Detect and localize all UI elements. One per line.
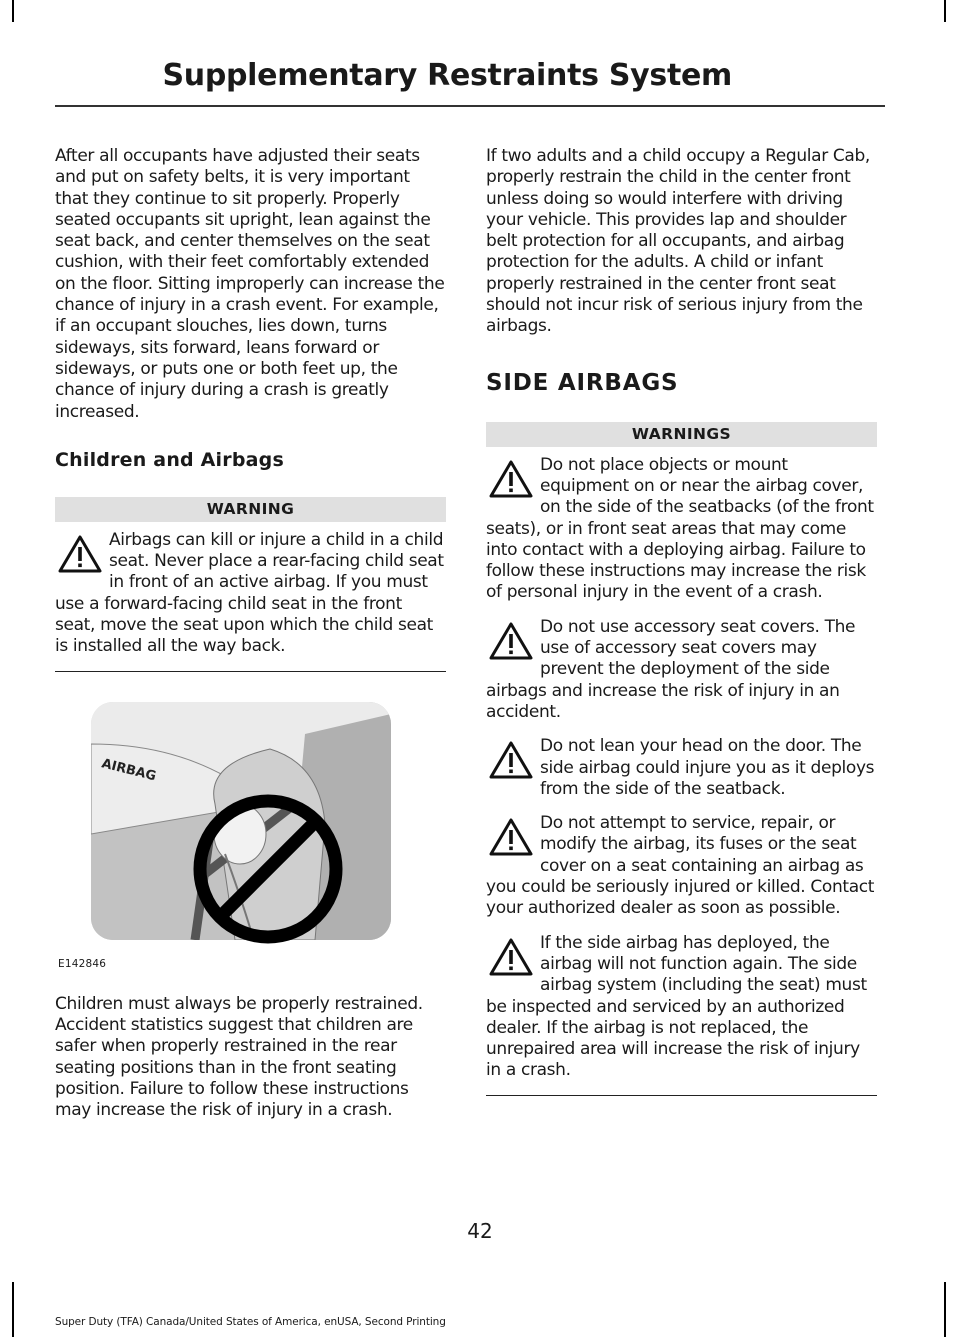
left-column <box>55 146 446 1121</box>
side-airbag-warning-1 <box>486 455 877 604</box>
left-intro-paragraph: After all occupants have adjusted their seats and put on safety belts, it is very important that they continue to sit properly. Properly seated occupants sit upright, lean against the seat back, and center themselves on the seat cushion, with their feet comfortably extended on the floor. Sitting improperly can increase the chance of injury in a crash event. For example, if an occupant slouches, lies down, turns sideways, sits forward, leans forward or sideways, or puts one or both feet up, the chance of injury during a crash is greatly increased. <box>55 146 445 422</box>
crop-mark-bottom-right <box>944 1282 946 1337</box>
side-airbag-warning-3 <box>486 736 877 800</box>
warning-triangle-icon <box>486 619 536 663</box>
figure-id: E142846 <box>58 957 107 970</box>
airbag-illustration <box>55 694 446 974</box>
side-airbags-heading: SIDE AIRBAGS <box>486 369 679 396</box>
side-airbag-warning-3-text: Do not lean your head on the door. The side airbag could injure you as it deploys from the side of the seatback. <box>540 736 875 799</box>
warnings-label-bar: WARNINGS <box>486 422 877 447</box>
warning-triangle-icon <box>486 738 536 782</box>
warning-triangle-icon <box>486 815 536 859</box>
airbag-child-seat-figure <box>55 694 446 974</box>
child-seat-warning-text: Airbags can kill or injure a child in a child seat. Never place a rear-facing child seat in front of an active airbag. If you must use a forward-facing child seat in the front seat, move the seat upon which the child seat is installed all the way back. <box>55 529 444 657</box>
right-intro-paragraph: If two adults and a child occupy a Regular Cab, properly restrain the child in the center front unless doing so would interfere with driving your vehicle. This provides lap and shoulder belt protection for all occupants, and airbag protection for the adults. A child or infant properly restrained in the center front seat should not incur risk of serious injury from the airbags. <box>486 146 870 337</box>
side-airbag-warning-4 <box>486 813 877 919</box>
crop-mark-top-right <box>944 0 946 22</box>
right-column <box>486 146 877 1096</box>
child-seat-warning <box>55 530 446 658</box>
side-airbag-warning-2-text: Do not use accessory seat covers. The use of accessory seat covers may prevent the deployment of the side airbags and increase the risk of injury in an accident. <box>486 616 856 722</box>
airbag-embossed-label: AIRBAG <box>100 755 158 784</box>
warning-triangle-icon <box>486 457 536 501</box>
warning-label-bar: WARNING <box>55 497 446 522</box>
left-outro-paragraph: Children must always be properly restrained. Accident statistics suggest that children are safer when properly restrained in the rear seating positions than in the front seating position. Failure to follow these instructions may increase the risk of injury in a crash. <box>55 993 423 1121</box>
side-airbag-warning-5 <box>486 933 877 1082</box>
warning-triangle-icon <box>55 532 105 576</box>
footer-text: Super Duty (TFA) Canada/United States of America, enUSA, Second Printing <box>55 1316 446 1328</box>
page-title: Supplementary Restraints System <box>162 58 732 93</box>
side-airbag-warning-1-text: Do not place objects or mount equipment on or near the airbag cover, on the side of the seatbacks (of the front seats), or in front seat areas that may come into contact with a deploying airbag. Failure to follow these instructions may increase the risk of personal injury in the event of a crash. <box>486 454 874 603</box>
warnings-end-rule <box>486 1095 877 1096</box>
crop-mark-top-left <box>12 0 14 22</box>
side-airbag-warning-2 <box>486 617 877 723</box>
page-number: 42 <box>467 1219 493 1243</box>
header-divider <box>55 105 885 107</box>
side-airbag-warning-4-text: Do not attempt to service, repair, or modify the airbag, its fuses or the seat cover on a seat containing an airbag as you could be seriously injured or killed. Contact your authorized dealer as soon as possible. <box>486 813 875 919</box>
crop-mark-bottom-left <box>12 1282 14 1337</box>
warning-end-rule <box>55 671 446 672</box>
side-airbag-warning-5-text: If the side airbag has deployed, the airbag will not function again. The side airbag system (including the seat) must be inspected and serviced by an authorized dealer. If the airbag is not replaced, the unrepaired area will increase the risk of injury in a crash. <box>486 932 867 1081</box>
children-airbags-heading: Children and Airbags <box>55 448 284 471</box>
warning-triangle-icon <box>486 935 536 979</box>
